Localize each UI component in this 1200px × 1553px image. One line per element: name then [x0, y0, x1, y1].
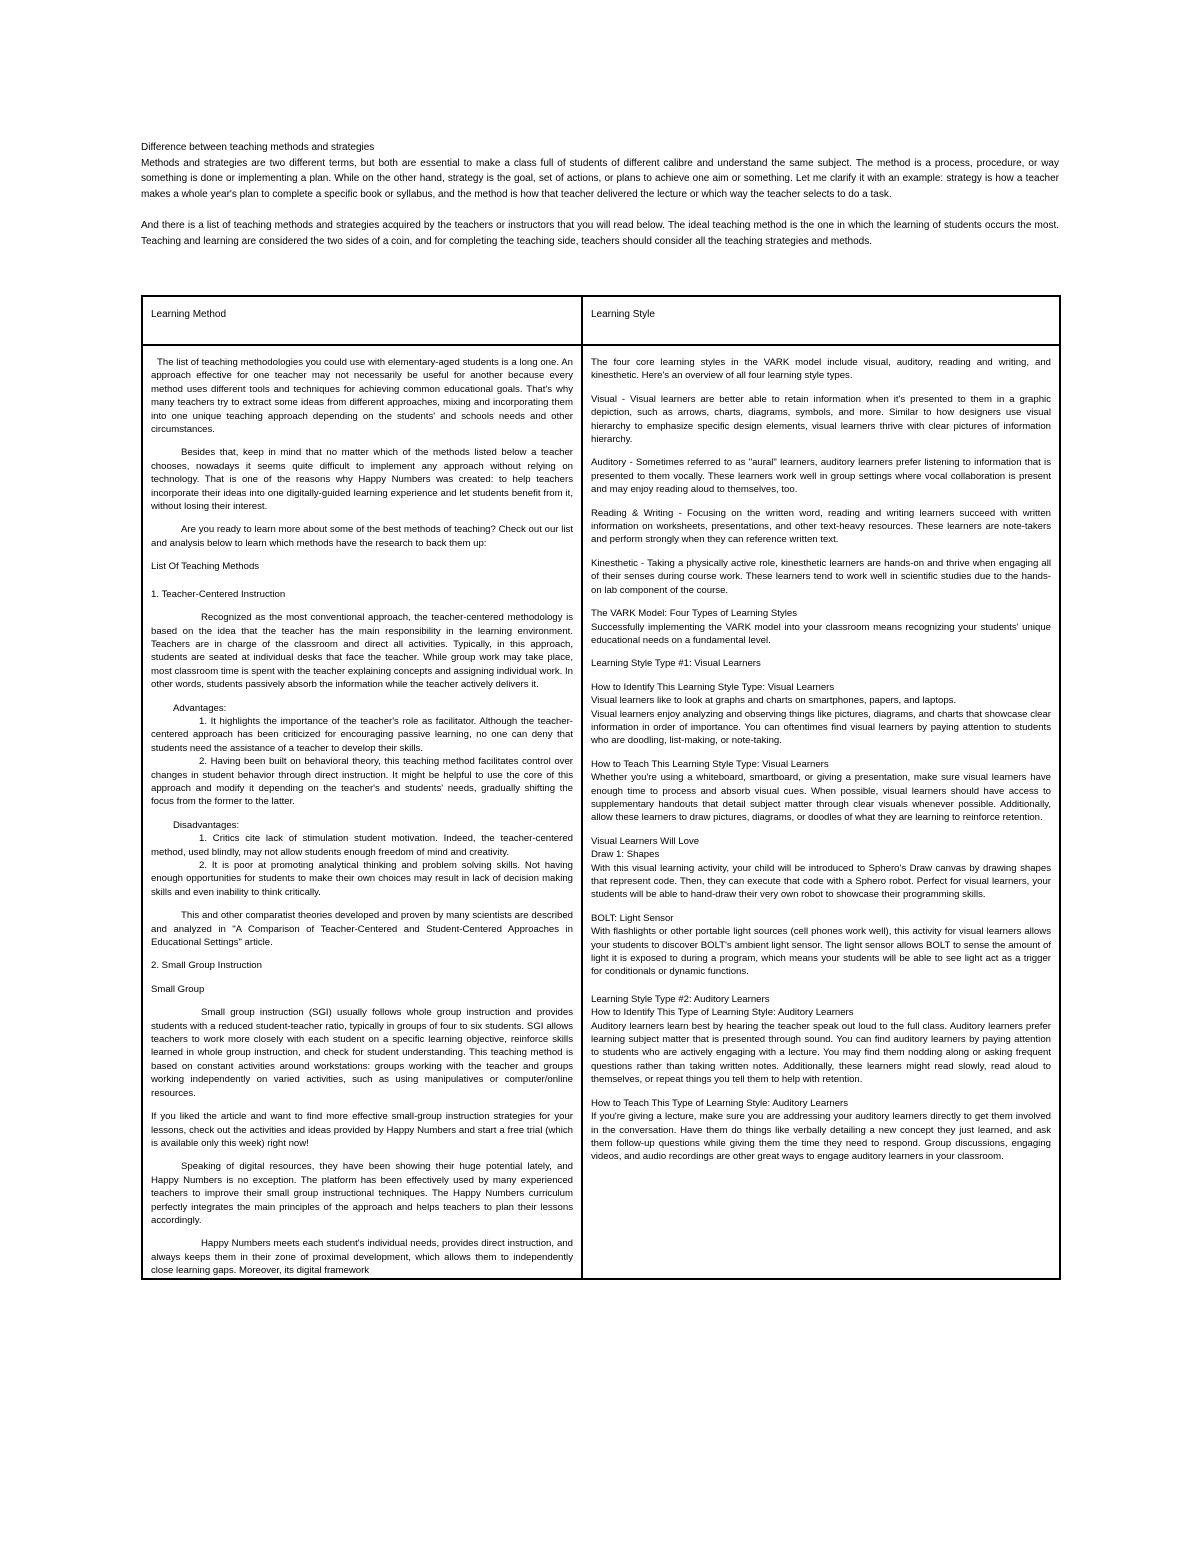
advantages-title: Advantages:: [173, 702, 227, 714]
learning-method-cell: [142, 345, 582, 1279]
style-heading: How to Teach This Learning Style Type: Visual Learners: [591, 758, 829, 770]
style-paragraph: With flashlights or other portable light sources (cell phones work well), this activity for visual learners allows your students to discover BOLT's ambient light sensor. The light sensor allows BOLT to sense the amount of light it is exposed to during a program, which means your students will be able to see light act as a trigger for conditionals or dynamic functions.: [591, 926, 1051, 978]
list-title: List Of Teaching Methods: [151, 561, 260, 573]
method-paragraph: Are you ready to learn more about some of the best methods of teaching? Check out our list and analysis below to learn which methods have the research to back them up:: [151, 524, 573, 549]
header-learning-style: Learning Style: [582, 296, 1060, 345]
style-paragraph: Auditory - Sometimes referred to as "aural" learners, auditory learners prefer listening to information that is presented to them vocally. These learners work well in group settings where vocal collaboration is present and may enjoy reading aloud to themselves, too.: [591, 457, 1051, 496]
style-heading: BOLT: Light Sensor: [591, 912, 674, 924]
method-paragraph: Small group instruction (SGI) usually follows whole group instruction and provides students with a reduced student-teacher ratio, typically in groups of four to six students. SGI allows teachers to work more closely with each student on a specific learning objective, reinforce skills learned in whole group instruction, and check for student understanding. This teaching method is based on constant activities around workstations: groups working with the teacher and groups working independently on varied activities, such as using manipulatives or computer/online resources.: [151, 1007, 573, 1099]
style-heading: Visual Learners Will Love: [591, 835, 700, 847]
table-header-row: [142, 296, 1060, 345]
method-paragraph: Recognized as the most conventional approach, the teacher-centered methodology is based on the idea that the teacher has the main responsibility in the learning environment. Teachers are in charge of the classroom and direct all activities. Typically, in this approach, students are seated at individual desks that face the teacher. While group work may take place, most classroom time is spent with the teacher explaining concepts and assigning individual work. In other words, students passively absorb the information while the teacher actively delivers it.: [151, 612, 573, 691]
style-heading: How to Teach This Type of Learning Style: Auditory Learners: [591, 1097, 849, 1109]
style-heading: How to Identify This Learning Style Type: Visual Learners: [591, 681, 835, 693]
intro-paragraph-1: Methods and strategies are two different terms, but both are essential to make a class full of students of different calibre and understand the same subject. The method is a process, procedure, or way something is done or implementing a plan. While on the other hand, strategy is the goal, set of actions, or plans to achieve one aim or something. Let me clarify it with an example: strategy is how a teacher makes a whole year's plan to complete a specific book or syllabus, and the method is how that teacher delivered the lecture or which way the teacher selects to do a task.: [141, 157, 1059, 200]
style-heading: Learning Style Type #1: Visual Learners: [591, 658, 761, 670]
intro-paragraph-2: And there is a list of teaching methods and strategies acquired by the teachers or instructors that you will read below. The ideal teaching method is the one in which the learning of students occurs the most. Teaching and learning are considered the two sides of a coin, and for completing the teaching side, teachers should consider all the teaching strategies and methods.: [141, 220, 1059, 247]
intro-section: [141, 140, 1059, 249]
disadvantages-title: Disadvantages:: [173, 819, 240, 831]
section-title: 2. Small Group Instruction: [151, 960, 262, 972]
advantage-item: 2. Having been built on behavioral theory, this teaching method facilitates control over changes in student behavior through direct instruction. It might be helpful to use the core of this approach and modify it depending on the teacher's and students' needs, gradually shifting the focus from the former to the latter.: [151, 756, 573, 808]
style-paragraph: Whether you're using a whiteboard, smartboard, or giving a presentation, make sure visual learners have enough time to process and absorb visual cues. When possible, visual learners should have access to supplementary handouts that detail subject matter through clear visuals whenever possible. Additionally, allow these learners to draw pictures, diagrams, or doodles of what they are learning to reinforce retention.: [591, 772, 1051, 824]
learning-style-cell: [582, 345, 1060, 1279]
section-title: 1. Teacher-Centered Instruction: [151, 588, 286, 600]
style-paragraph: Auditory learners learn best by hearing the teacher speak out loud to the full class. Auditory learners prefer learning subject matter that is presented through sound. You can find auditory learners by paying attention to students who are actively engaging with a lecture. You may find them nodding along or asking frequent questions rather than taking written notes. Additionally, these learners might read slowly, read aloud to themselves, or repeat things you tell them to help with retention.: [591, 1020, 1051, 1086]
style-heading: How to Identify This Type of Learning Style: Auditory Learners: [591, 1007, 854, 1019]
style-paragraph: Visual - Visual learners are better able to retain information when it's presented to them in a graphic depiction, such as arrows, charts, diagrams, symbols, and more. Similar to how designers use visual hierarchy to emphasize specific design elements, visual learners thrive with clear pictures of information hierarchy.: [591, 393, 1051, 446]
style-paragraph: Reading & Writing - Focusing on the written word, reading and writing learners succeed with written information on worksheets, presentations, and other text-heavy resources. These learners are note-takers and perform strongly when they can reference written text.: [591, 507, 1051, 546]
style-paragraph: Visual learners like to look at graphs and charts on smartphones, papers, and laptops.: [591, 695, 957, 707]
advantage-item: 1. It highlights the importance of the teacher's role as facilitator. Although the teacher-centered approach has been criticized for encouraging passive learning, no one can deny that students need the assistance of a teacher to develop their skills.: [151, 715, 573, 754]
style-paragraph: Successfully implementing the VARK model into your classroom means recognizing your students' unique educational needs on a fundamental level.: [591, 621, 1051, 646]
style-heading: Draw 1: Shapes: [591, 849, 660, 861]
method-paragraph: The list of teaching methodologies you could use with elementary-aged students is a long one. An approach effective for one teacher may not necessarily be useful for another because every method uses different tools and techniques for achieving common educational goals. That's why many teachers try to extract some ideas from different approaches, mixing and incorporating them into one unique teaching approach depending on the students' and schools needs and other circumstances.: [151, 357, 573, 436]
style-paragraph: Kinesthetic - Taking a physically active role, kinesthetic learners are hands-on and thrive when engaging all of their senses during course work. These learners tend to work well in scientific studies due to the hands-on lab component of the course.: [591, 557, 1051, 596]
style-paragraph: If you're giving a lecture, make sure you are addressing your auditory learners directly to get them involved in the conversation. Have them do things like verbally detailing a new concept they just learned, and ask them follow-up questions while giving them the time they need to respond. Group discussions, engaging videos, and audio recordings are other great ways to engage auditory learners in your classroom.: [591, 1111, 1051, 1163]
method-paragraph: If you liked the article and want to find more effective small-group instruction strategies for your lessons, check out the activities and ideas provided by Happy Numbers and start a free trial (which is available only this week) right now!: [151, 1111, 573, 1149]
style-paragraph: The four core learning styles in the VARK model include visual, auditory, reading and writing, and kinesthetic. Here's an overview of all four learning style types.: [591, 357, 1051, 382]
methods-styles-table: [141, 295, 1061, 1280]
header-learning-method: Learning Method: [142, 296, 582, 345]
table-body-row: [142, 345, 1060, 1279]
intro-title: Difference between teaching methods and strategies: [141, 142, 375, 153]
section-subtitle: Small Group: [151, 983, 205, 995]
method-paragraph: Happy Numbers meets each student's individual needs, provides direct instruction, and always keeps them in their zone of proximal development, which allows them to independently close learning gaps. Moreover, its digital framework: [151, 1238, 573, 1277]
style-paragraph: Visual learners enjoy analyzing and observing things like pictures, diagrams, and charts that showcase clear information in order of importance. You can oftentimes find visual learners by paying attention to students who are doodling, list-making, or note-taking.: [591, 708, 1051, 747]
method-paragraph: This and other comparatist theories developed and proven by many scientists are described and analyzed in "A Comparison of Teacher-Centered and Student-Centered Approaches in Educational Settings" article.: [151, 910, 573, 949]
method-paragraph: Speaking of digital resources, they have been showing their huge potential lately, and Happy Numbers is no exception. The platform has been effectively used by many experienced teachers to improve their small group instructional techniques. The Happy Numbers curriculum perfectly integrates the main principles of the approach and helps teachers to plan their lessons accordingly.: [151, 1161, 573, 1226]
disadvantage-item: 2. It is poor at promoting analytical thinking and problem solving skills. Not having enough opportunities for students to make their own choices may result in lack of decision making skills and even inability to think critically.: [151, 860, 573, 898]
method-paragraph: Besides that, keep in mind that no matter which of the methods listed below a teacher chooses, nowadays it seems quite difficult to implement any approach without relying on technology. That is one of the reasons why Happy Numbers was created: to help teachers incorporate their ideas into one digitally-guided learning experience and let students benefit from it, without losing their interest.: [151, 447, 573, 513]
disadvantage-item: 1. Critics cite lack of stimulation student motivation. Indeed, the teacher-centered method, used blindly, may not allow students enough freedom of mind and creativity.: [151, 833, 573, 858]
style-heading: Learning Style Type #2: Auditory Learners: [591, 993, 770, 1005]
style-paragraph: With this visual learning activity, your child will be introduced to Sphero's Draw canvas by drawing shapes that represent code. Then, they can execute that code with a Sphero robot. Perfect for visual learners, your students will be able to hand-draw their very own robot to showcase their programming skills.: [591, 862, 1051, 901]
style-heading: The VARK Model: Four Types of Learning Styles: [591, 608, 798, 620]
